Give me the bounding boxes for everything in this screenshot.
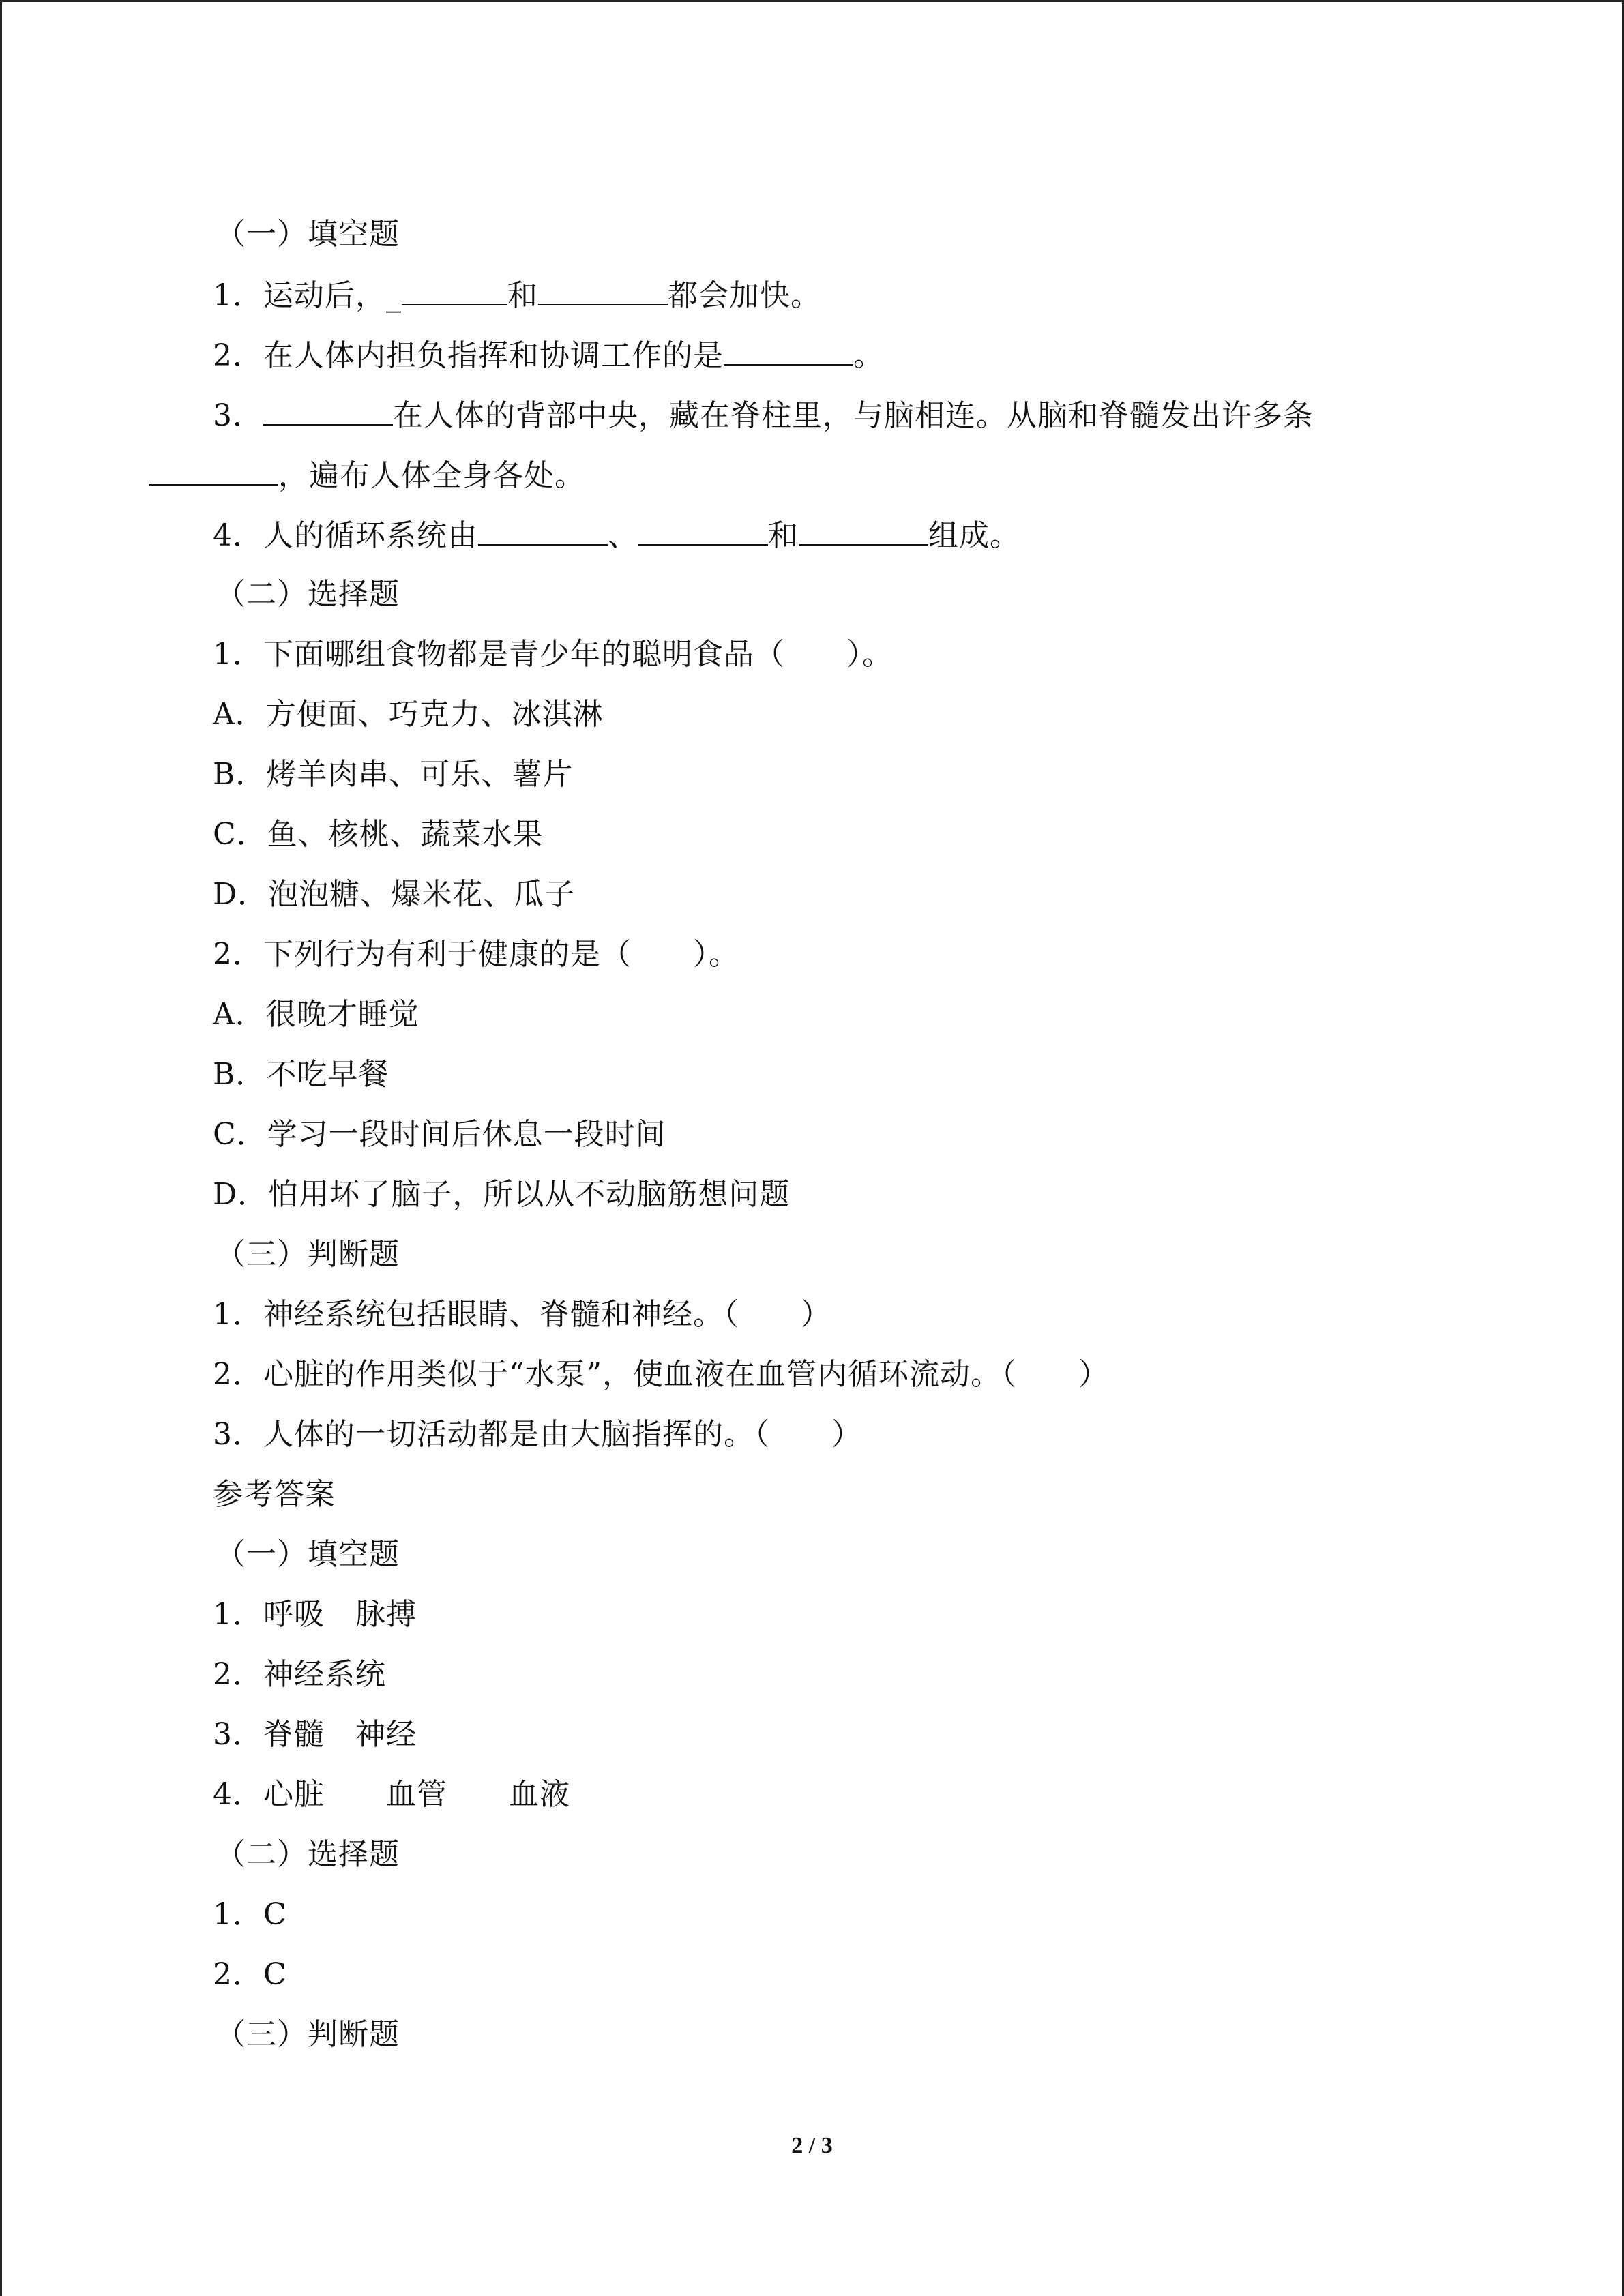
- question-text: 在人体的背部中央，藏在脊柱里，与脑相连。从脑和脊髓发出许多条: [393, 398, 1314, 433]
- choice-option: D．怕用坏了脑子，所以从不动脑筋想问题: [213, 1177, 791, 1212]
- question-text: 运动后，: [263, 278, 386, 313]
- answer-blank[interactable]: [799, 514, 928, 546]
- question-number: 4．: [213, 518, 263, 553]
- answer-blank[interactable]: [263, 394, 393, 426]
- question-text: 在人体内担负指挥和协调工作的是: [263, 338, 724, 373]
- choice-option: B．不吃早餐: [213, 1057, 389, 1092]
- choice-option: C．学习一段时间后休息一段时间: [213, 1117, 666, 1152]
- blank-mark: _: [386, 278, 402, 313]
- question-number: 1．: [213, 278, 263, 313]
- choice-question-1: 1．下面哪组食物都是青少年的聪明食品（ ）。: [213, 637, 893, 672]
- question-number: 2．: [213, 338, 263, 373]
- choice-option: D．泡泡糖、爆米花、瓜子: [213, 877, 576, 912]
- choice-option: A．很晚才睡觉: [213, 997, 419, 1032]
- judge-question-3: 3．人体的一切活动都是由大脑指挥的。（ ）: [213, 1417, 862, 1452]
- question-text: 人的循环系统由: [263, 518, 478, 553]
- answer-blank[interactable]: [724, 334, 853, 366]
- question-text: 组成。: [928, 518, 1020, 553]
- answer-blank[interactable]: [538, 274, 668, 305]
- answer-item: 3．脊髓 神经: [213, 1717, 417, 1752]
- top-border: [0, 0, 1624, 2]
- question-text: 。: [853, 338, 884, 373]
- choice-option: C．鱼、核桃、蔬菜水果: [213, 817, 544, 852]
- fill-question-2: [213, 334, 884, 376]
- fill-question-3: [213, 394, 1314, 436]
- judge-question-2: 2．心脏的作用类似于“水泵”，使血液在血管内循环流动。（ ）: [213, 1357, 1109, 1392]
- fill-question-4: [213, 514, 1020, 556]
- answers-fill-heading: （一）填空题: [216, 1537, 400, 1572]
- answer-item: 4．心脏 血管 血液: [213, 1777, 570, 1812]
- answer-item: 1．C: [213, 1897, 287, 1932]
- question-text: 和: [507, 278, 538, 313]
- choice-option: B．烤羊肉串、可乐、薯片: [213, 757, 574, 792]
- question-text: 都会加快。: [668, 278, 821, 313]
- answer-blank[interactable]: [478, 514, 608, 546]
- fill-heading: （一）填空题: [216, 217, 400, 252]
- answers-judge-heading: （三）判断题: [216, 2017, 400, 2052]
- page-number: 2 / 3: [791, 2133, 833, 2158]
- judge-heading: （三）判断题: [216, 1237, 400, 1272]
- fill-question-1: [213, 274, 821, 316]
- left-border: [0, 0, 2, 2296]
- answers-choice-heading: （二）选择题: [216, 1837, 400, 1872]
- question-text: 和: [768, 518, 799, 553]
- choice-heading: （二）选择题: [216, 577, 400, 612]
- answer-blank[interactable]: [402, 274, 507, 305]
- answer-blank[interactable]: [149, 454, 278, 486]
- question-text: 、: [608, 518, 638, 553]
- answer-item: 1．呼吸 脉搏: [213, 1597, 417, 1632]
- question-text: ，遍布人体全身各处。: [278, 458, 585, 493]
- answer-item: 2．C: [213, 1957, 287, 1992]
- answers-title: 参考答案: [213, 1477, 336, 1512]
- answer-item: 2．神经系统: [213, 1657, 386, 1692]
- fill-question-3-continued: [149, 454, 585, 496]
- choice-question-2: 2．下列行为有利于健康的是（ ）。: [213, 937, 739, 972]
- question-number: 3．: [213, 398, 263, 433]
- answer-blank[interactable]: [638, 514, 768, 546]
- judge-question-1: 1．神经系统包括眼睛、脊髓和神经。（ ）: [213, 1297, 831, 1332]
- choice-option: A．方便面、巧克力、冰淇淋: [213, 697, 604, 732]
